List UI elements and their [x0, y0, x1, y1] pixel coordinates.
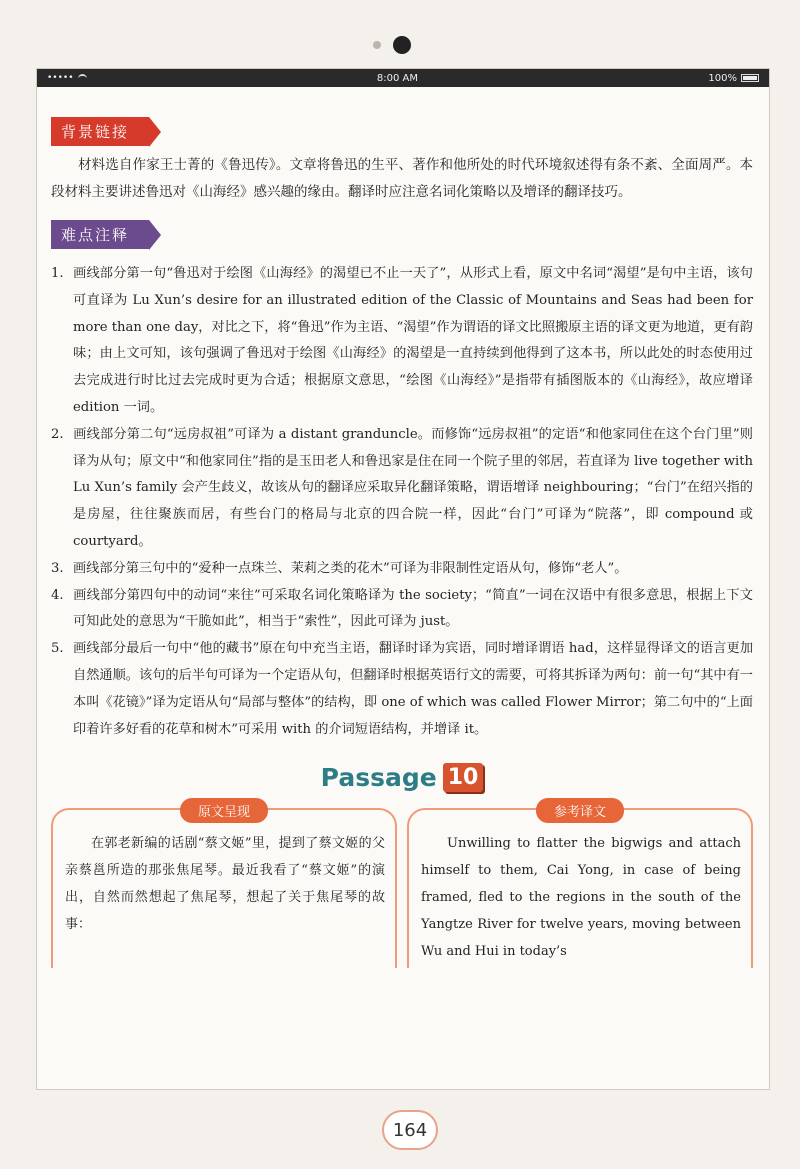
notes-tag: 难点注释 [51, 220, 149, 249]
note-text: 画线部分第二句“远房叔祖”可译为 a distant granduncle。而修饰“远房叔祖”的定语“和他家同住在这个台门里”则译为从句；原文中“和他家同住”指的是玉田老人和鲁迅家是住在同一个院子里的邻居，若直译为 live together with Lu Xun’s family 会产生歧义，故该从句的翻译应采取异化翻译策略，谓语增译 neighbouring；“台门”在绍兴指的是房屋，往往聚族而居，有些台门的格局与北京的四合院一样，因此“台门”可译为“院落”，即 compound 或 courtyard。 [73, 426, 753, 549]
passage-label: Passage [320, 763, 437, 793]
camera-dot-small [373, 41, 381, 49]
status-bar [37, 69, 769, 87]
background-text: 材料选自作家王士菁的《鲁迅传》。文章将鲁迅的生平、著作和他所处的时代环境叙述得有条不紊、全面周严。本段材料主要讲述鲁迅对《山海经》感兴趣的缘由。翻译时应注意名词化策略以及增译的翻译技巧。 [51, 157, 753, 200]
note-text: 画线部分第一句“鲁迅对于绘图《山海经》的渴望已不止一天了”，从形式上看，原文中名词“渴望”是句中主语，该句可直译为 Lu Xun’s desire for an illustrated edition of the Classic of Mountains and Seas had been for more than one day，对比之下，将“鲁迅”作为主语、“渴望”作为谓语的译文比照搬原主语的译文更为地道，更有韵味；由上文可知，该句强调了鲁迅对于绘图《山海经》的渴望是一直持续到他得到了这本书，所以此处的时态使用过去完成进行时比过去完成时更为合适；根据原文意思，“绘图《山海经》”是指带有插图版本的《山海经》，故应增译 edition 一词。 [73, 266, 753, 415]
note-number: 5. [51, 641, 64, 657]
signal-indicator [47, 73, 87, 83]
note-text: 画线部分最后一句中“他的藏书”原在句中充当主语，翻译时译为宾语，同时增译谓语 had，这样显得译文的语言更加自然通顺。该句的后半句可译为一个定语从句，但翻译时根据英语行文的需要，可将其拆译为两句：前一句“其中有一本叫《花镜》”译为定语从句“局部与整体”的结构，即 one of which was called Flower Mirror；第二句中的“上面印着许多好看的花草和树木”可采用 with 的介词短语结构，并增译 it。 [73, 641, 753, 737]
battery-indicator [708, 73, 759, 84]
page-content [37, 87, 769, 968]
note-item [51, 583, 753, 637]
background-tag: 背景链接 [51, 117, 149, 146]
translation-panel [407, 805, 753, 968]
original-text: 在郭老新编的话剧“蔡文姬”里，提到了蔡文姬的父亲蔡邕所造的那张焦尾琴。最近我看了“蔡文姬”的演出，自然而然想起了焦尾琴，想起了关于焦尾琴的故事： [65, 836, 385, 933]
note-number: 4. [51, 587, 64, 603]
translation-text: Unwilling to flatter the bigwigs and attach himself to them, Cai Yong, in case of being framed, fled to the regions in the south of the Yangtze River for twelve years, moving between Wu and Hui in today’s [421, 836, 741, 960]
note-item [51, 556, 753, 583]
note-item [51, 636, 753, 743]
note-text: 画线部分第四句中的动词“来往”可采取名词化策略译为 the society；“简直”一词在汉语中有很多意思，根据上下文可知此处的意思为“干脆如此”，相当于“索性”，因此可译为 just。 [73, 587, 753, 630]
translation-tag: 参考译文 [536, 798, 624, 823]
status-time: 8:00 AM [376, 72, 419, 84]
original-tag: 原文呈现 [180, 798, 268, 823]
note-number: 2. [51, 426, 64, 442]
note-number: 3. [51, 560, 64, 576]
battery-icon [741, 74, 759, 82]
passage-title [321, 763, 484, 792]
signal-dots: ••••• [47, 73, 74, 83]
notes-list [51, 261, 753, 743]
original-text-panel [51, 805, 397, 968]
passage-columns [51, 805, 753, 968]
passage-heading [51, 763, 753, 792]
camera-dot [393, 36, 411, 54]
note-item [51, 422, 753, 556]
note-text: 画线部分第三句中的“爱种一点珠兰、茉莉之类的花木”可译为非限制性定语从句，修饰“老人”。 [73, 560, 628, 576]
note-item [51, 261, 753, 422]
note-number: 1. [51, 266, 64, 281]
page-number: 164 [382, 1110, 438, 1150]
battery-percent: 100% [708, 72, 737, 84]
wifi-icon [78, 74, 87, 83]
tablet-screen [36, 68, 770, 1090]
passage-number: 10 [443, 763, 484, 792]
